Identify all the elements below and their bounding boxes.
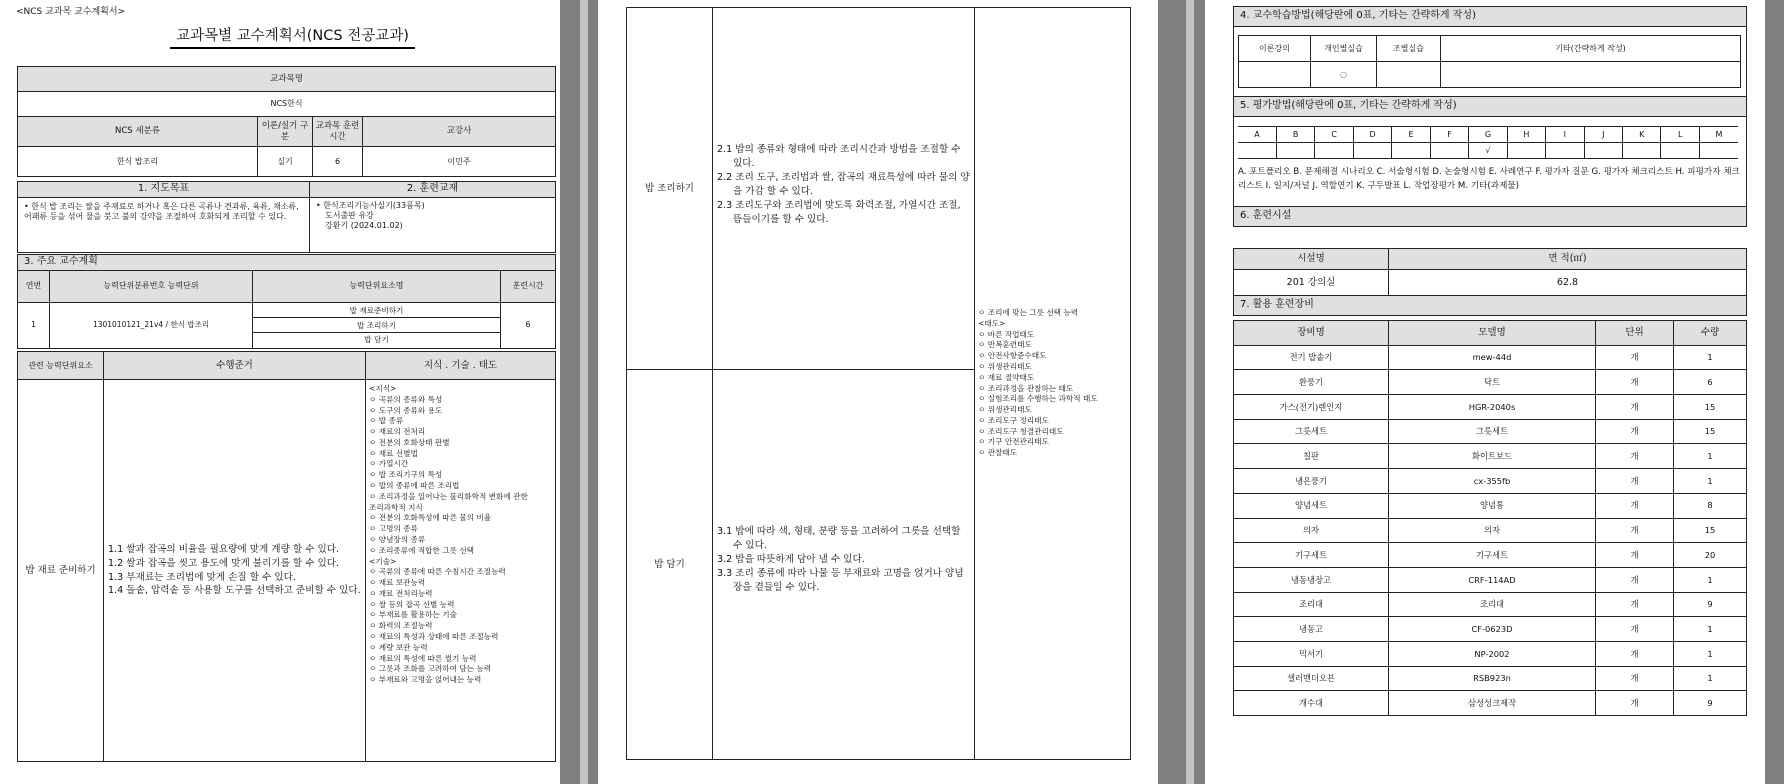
row-element: 밥 조리하기 (253, 318, 500, 333)
equipment-model: NP-2002 (1389, 641, 1596, 666)
equipment-unit: 개 (1596, 518, 1674, 543)
document-page-2 (598, 0, 1158, 784)
equipment-name: 샐러맨더오븐 (1234, 666, 1389, 691)
knowledge-item: ㅇ 가열시간 (369, 459, 409, 469)
attitude-item: ㅇ 반복훈련태도 (978, 340, 1032, 350)
eval-head: F (1430, 127, 1468, 143)
equipment-model: CF-0623D (1389, 617, 1596, 642)
equipment-name: 가스(전기)렌인지 (1234, 395, 1389, 420)
perf-item: 1.3 부재료는 조리법에 맞게 손질 할 수 있다. (108, 571, 296, 583)
equipment-row (1234, 641, 1747, 666)
equipment-row (1234, 617, 1747, 642)
attitude-item: ㅇ 조리도구 청결관리태도 (978, 426, 1064, 436)
equipment-unit: 개 (1596, 370, 1674, 395)
perf-header: 수행준거 (104, 352, 366, 380)
method-head: 이론강의 (1239, 36, 1311, 62)
hours-value: 6 (313, 147, 363, 177)
equipment-head: 모델명 (1389, 321, 1596, 346)
skill-item: ㅇ 곡류의 종류에 따른 수침시간 조절능력 (369, 567, 506, 577)
equipment-head: 수량 (1674, 321, 1747, 346)
equipment-model: cx-355fb (1389, 469, 1596, 494)
knowledge-item: ㅇ 도구의 종류와 용도 (369, 405, 443, 415)
knowledge-item: ㅇ 밥 종류 (369, 416, 404, 426)
equipment-unit: 개 (1596, 691, 1674, 716)
detail-table-1 (17, 351, 556, 762)
eval-title: 5. 평가방법(해당란에 0표, 기타는 간략하게 작성) (1234, 97, 1747, 117)
eval-value (1430, 143, 1468, 159)
equipment-row (1234, 691, 1747, 716)
equipment-row (1234, 493, 1747, 518)
skill-item: ㅇ 쌀 등의 잡곡 선별 능력 (369, 599, 455, 609)
perf-item: 3.1 밥에 따라 색, 형태, 분량 등을 고려하여 그릇을 선택할 수 있다. (717, 526, 961, 551)
type-value: 실기 (258, 147, 313, 177)
equipment-unit: 개 (1596, 444, 1674, 469)
equipment-name: 환풍기 (1234, 370, 1389, 395)
equipment-row (1234, 444, 1747, 469)
equipment-name: 칠판 (1234, 444, 1389, 469)
equipment-row (1234, 469, 1747, 494)
perf-list (108, 543, 361, 599)
equipment-model: 그릇세트 (1389, 419, 1596, 444)
perf-item: 2.1 밥의 종류와 형태에 따라 조리시간과 방법을 조절할 수 있다. (717, 144, 961, 169)
eval-legend: A. 포트폴리오 B. 문제해결 시나리오 C. 서술형시험 D. 논술형시험 E. 사례연구 F. 평가자 질문 G. 평가자 체크리스트 H. 피평가자 체크리스트 I. 일지/저널 J. 역할연기 K. 구두발표 L. 작업장평가 M. 기타(과제물) (1238, 167, 1740, 191)
goal-text: • 한식 밥 조리는 쌀을 주재료로 하거나 혹은 다른 곡류나 견과류, 육류, 채소류, 어패류 등을 섞어 물을 붓고 불의 강약을 조절하여 호화되게 조리할 수 있다. (18, 197, 310, 252)
equipment-qty: 8 (1674, 493, 1747, 518)
equipment-name: 개수대 (1234, 691, 1389, 716)
eval-value (1507, 143, 1545, 159)
row-unit: 1301010121_21v4 / 한식 밥조리 (50, 302, 253, 348)
equipment-unit: 개 (1596, 419, 1674, 444)
equipment-qty: 1 (1674, 345, 1747, 370)
plan-table (17, 254, 556, 349)
method-head: 기타(간략하게 작성) (1441, 36, 1741, 62)
equipment-model: 닥트 (1389, 370, 1596, 395)
attitude-item: ㅇ 위생관리태도 (978, 405, 1032, 415)
document-page-3 (1205, 0, 1765, 784)
equipment-unit: 개 (1596, 493, 1674, 518)
ncs-value: 한식 밥조리 (18, 147, 258, 177)
equipment-name: 조리대 (1234, 592, 1389, 617)
ksa-list (369, 384, 552, 686)
skill-item: ㅇ 부재료와 고명을 얹어내는 능력 (369, 675, 482, 685)
textbook-line: 도서출판 유강 (325, 210, 374, 220)
equipment-head: 장비명 (1234, 321, 1389, 346)
method-head: 개인별실습 (1311, 36, 1377, 62)
equipment-table (1233, 320, 1747, 716)
knowledge-item: ㅇ 조리종류에 적합한 그릇 선택 (369, 545, 475, 555)
skill-item: ㅇ 재료의 특성에 따른 썰기 능력 (369, 653, 477, 663)
equipment-row (1234, 518, 1747, 543)
equipment-qty: 1 (1674, 567, 1747, 592)
skill-item: ㅇ 재료의 특성과 상태에 따른 조절능력 (369, 631, 499, 641)
goal-textbook-table (17, 181, 556, 253)
ncs-header: NCS 세분류 (18, 117, 258, 147)
method-value (1377, 62, 1441, 88)
perf-item: 1.2 쌀과 잡곡을 씻고 용도에 맞게 불리기를 할 수 있다. (108, 557, 340, 569)
equipment-qty: 15 (1674, 419, 1747, 444)
eval-value (1699, 143, 1738, 159)
equipment-unit: 개 (1596, 395, 1674, 420)
doc-header: <NCS 교과목 교수계획서> (16, 7, 126, 17)
equipment-unit: 개 (1596, 592, 1674, 617)
teacher-header: 교강사 (363, 117, 556, 147)
perf-list (717, 525, 970, 595)
equipment-row (1234, 543, 1747, 568)
equipment-qty: 1 (1674, 469, 1747, 494)
unit-header: 능력단위분류번호 능력단위 (50, 270, 253, 302)
plan-title: 3. 주요 교수계획 (18, 255, 556, 271)
perf-list (717, 143, 970, 226)
element-header: 능력단위요소명 (253, 270, 501, 302)
eval-head: G (1469, 127, 1507, 143)
equipment-model: CRF-114AD (1389, 567, 1596, 592)
equipment-unit: 개 (1596, 469, 1674, 494)
equipment-name: 기구세트 (1234, 543, 1389, 568)
equipment-qty: 1 (1674, 617, 1747, 642)
equipment-unit: 개 (1596, 617, 1674, 642)
knowledge-item: ㅇ 전분의 호화상태 판별 (369, 437, 450, 447)
attitude-item: ㅇ 기구 안전관리태도 (978, 437, 1049, 447)
training-info-frame (1233, 6, 1747, 227)
equipment-model: 화이트보드 (1389, 444, 1596, 469)
eval-head: A (1238, 127, 1276, 143)
textbook-line: 강환기 (2024.01.02) (325, 221, 403, 231)
equipment-unit: 개 (1596, 641, 1674, 666)
eval-value (1546, 143, 1584, 159)
eval-value (1584, 143, 1622, 159)
equipment-name: 냉온풍기 (1234, 469, 1389, 494)
skill-item: ㅇ 계량 보관 능력 (369, 642, 428, 652)
attitude-list (978, 308, 1127, 459)
facility-title: 6. 훈련시설 (1234, 207, 1747, 227)
ksa-heading: <지식> (369, 384, 397, 393)
eval-value (1238, 143, 1276, 159)
equipment-model: mew-44d (1389, 345, 1596, 370)
equipment-qty: 15 (1674, 395, 1747, 420)
equipment-qty: 15 (1674, 518, 1747, 543)
equipment-row (1234, 345, 1747, 370)
attitude-item: ㅇ 위생관리태도 (978, 361, 1032, 371)
textbook-line: • 한식조리기능사실기(33품목) (316, 200, 425, 210)
equipment-model: 삼성성크제작 (1389, 691, 1596, 716)
eval-head: H (1507, 127, 1545, 143)
equipment-name: 냉동냉장고 (1234, 567, 1389, 592)
equipment-qty: 1 (1674, 444, 1747, 469)
attitude-item: ㅇ 조리에 맞는 그릇 선택 능력 (978, 308, 1079, 318)
method-table (1238, 35, 1741, 88)
page-gap-1 (580, 0, 588, 784)
perf-item: 1.1 쌀과 잡곡의 비율을 필요량에 맞게 계량 할 수 있다. (108, 543, 340, 555)
perf-item: 1.4 돌솥, 압력솥 등 사용할 도구를 선택하고 준비할 수 있다. (108, 585, 361, 597)
equipment-row (1234, 592, 1747, 617)
attitude-item: ㅇ 실험조리를 수행하는 과학적 태도 (978, 394, 1098, 404)
row-element: 밥 담기 (364, 335, 389, 344)
ksa-heading: <태도> (978, 318, 1006, 328)
knowledge-item: 조리과학적 지식 (369, 502, 423, 512)
eval-value (1353, 143, 1391, 159)
eval-head: J (1584, 127, 1622, 143)
equipment-model: 조리대 (1389, 592, 1596, 617)
equipment-name: 믹서기 (1234, 641, 1389, 666)
facility-head: 시설명 (1234, 249, 1389, 270)
facility-area: 62.8 (1389, 270, 1747, 296)
eval-table (1238, 126, 1738, 159)
equipment-row (1234, 370, 1747, 395)
ksa-header: 지식 . 기술 . 태도 (366, 352, 556, 380)
equipment-name: 냉동고 (1234, 617, 1389, 642)
eval-value (1623, 143, 1661, 159)
equipment-head: 단위 (1596, 321, 1674, 346)
perf-item: 3.2 밥을 따뜻하게 담아 낼 수 있다. (717, 553, 865, 565)
equipment-qty: 9 (1674, 592, 1747, 617)
doc-title: 교과목별 교수계획서(NCS 전공교과) (170, 24, 415, 49)
textbook-title: 2. 훈련교재 (310, 182, 556, 198)
equipment-qty: 1 (1674, 641, 1747, 666)
attitude-item: ㅇ 관찰태도 (978, 448, 1018, 458)
method-value (1441, 62, 1741, 88)
knowledge-item: ㅇ 곡류의 종류와 특성 (369, 394, 443, 404)
knowledge-item: ㅇ 전분의 호화특성에 따른 물의 비율 (369, 513, 492, 523)
eval-head: L (1661, 127, 1699, 143)
equipment-model: 기구세트 (1389, 543, 1596, 568)
element-name: 밥 담기 (627, 370, 713, 760)
equipment-name: 그릇세트 (1234, 419, 1389, 444)
type-header: 이론/실기 구분 (258, 117, 313, 147)
skill-item: ㅇ 그릇과 조화를 고려하여 담는 능력 (369, 664, 492, 674)
eval-value (1315, 143, 1353, 159)
knowledge-item: ㅇ 양념장의 종류 (369, 534, 426, 544)
equipment-unit: 개 (1596, 345, 1674, 370)
perf-item: 2.3 조리도구와 조리법에 맞도록 화력조절, 가열시간 조절, 뜸들이기를 할 수 있다. (717, 199, 961, 225)
eval-head: D (1353, 127, 1391, 143)
teacher-value: 이민주 (363, 147, 556, 177)
equipment-qty: 1 (1674, 666, 1747, 691)
perf-item: 3.3 조리 종류에 따라 나물 등 부재료와 고명을 얹거나 양념장을 곁들일 수 있다. (717, 567, 964, 593)
detail-table-2 (626, 7, 1131, 760)
method-title: 4. 교수학습방법(해당란에 0표, 기타는 간략하게 작성) (1234, 7, 1747, 27)
equipment-title: 7. 활용 훈련장비 (1234, 296, 1747, 316)
skill-item: ㅇ 화력의 조절능력 (369, 621, 433, 631)
eval-head: K (1623, 127, 1661, 143)
knowledge-item: ㅇ 고명의 종류 (369, 524, 418, 534)
document-page-1 (0, 0, 560, 784)
element-name: 밥 재료 준비하기 (18, 380, 104, 762)
attitude-item: ㅇ 안전사항준수태도 (978, 351, 1047, 361)
hours-header: 교과목 훈련시간 (313, 117, 363, 147)
skill-item: ㅇ 재료 보관능력 (369, 578, 426, 588)
method-value (1239, 62, 1311, 88)
equipment-row (1234, 666, 1747, 691)
equipment-qty: 20 (1674, 543, 1747, 568)
equipment-unit: 개 (1596, 666, 1674, 691)
eval-value: √ (1469, 143, 1507, 159)
equipment-model: HGR-2040s (1389, 395, 1596, 420)
equipment-name: 의자 (1234, 518, 1389, 543)
equipment-row (1234, 395, 1747, 420)
course-label: 교과목명 (18, 67, 556, 92)
facility-head: 면 적(㎡) (1389, 249, 1747, 270)
attitude-item: ㅇ 재료 절약태도 (978, 372, 1035, 382)
course-value: NCS한식 (18, 92, 556, 117)
equipment-unit: 개 (1596, 543, 1674, 568)
method-value: ○ (1311, 62, 1377, 88)
equipment-name: 전기 밥솥기 (1234, 345, 1389, 370)
equipment-row (1234, 419, 1747, 444)
eval-head: I (1546, 127, 1584, 143)
equipment-row (1234, 567, 1747, 592)
knowledge-item: ㅇ 밥의 종류에 따른 조리법 (369, 481, 460, 491)
goal-title: 1. 지도목표 (18, 182, 310, 198)
no-header: 연번 (18, 270, 50, 302)
method-head: 조별실습 (1377, 36, 1441, 62)
knowledge-item: ㅇ 재료 선별법 (369, 448, 418, 458)
equipment-qty: 9 (1674, 691, 1747, 716)
row-no: 1 (18, 302, 50, 348)
eval-head: C (1315, 127, 1353, 143)
row-hours: 6 (501, 302, 556, 348)
eval-head: M (1699, 127, 1738, 143)
course-info-table (17, 66, 556, 177)
knowledge-item: ㅇ 조리과정을 일어나는 물리화학적 변화에 관한 (369, 491, 528, 501)
eval-head: B (1276, 127, 1314, 143)
eval-head: E (1392, 127, 1430, 143)
equipment-model: RSB923n (1389, 666, 1596, 691)
element-name: 밥 조리하기 (627, 8, 713, 370)
eval-value (1276, 143, 1314, 159)
attitude-item: ㅇ 조리과정을 관찰하는 태도 (978, 383, 1074, 393)
equipment-model: 의자 (1389, 518, 1596, 543)
equipment-name: 양념세트 (1234, 493, 1389, 518)
page-gap-2 (1186, 0, 1194, 784)
ksa-heading: <기술> (369, 556, 397, 566)
equipment-unit: 개 (1596, 567, 1674, 592)
attitude-item: ㅇ 바른 작업태도 (978, 329, 1035, 339)
equipment-qty: 6 (1674, 370, 1747, 395)
thours-header: 훈련시간 (501, 270, 556, 302)
skill-item: ㅇ 재료 전처리능력 (369, 588, 433, 598)
knowledge-item: ㅇ 재료의 전처리 (369, 427, 426, 437)
facility-table (1233, 248, 1747, 316)
eval-value (1392, 143, 1430, 159)
knowledge-item: ㅇ 밥 조리기구의 특성 (369, 470, 443, 480)
perf-item: 2.2 조리 도구, 조리법과 쌀, 잡곡의 재료특성에 따라 물의 양을 가감 할 수 있다. (717, 171, 970, 197)
row-element: 밥 재료준비하기 (253, 303, 500, 318)
facility-name: 201 강의실 (1234, 270, 1389, 296)
equipment-model: 양념통 (1389, 493, 1596, 518)
related-header: 관련 능력단위요소 (18, 352, 104, 380)
attitude-item: ㅇ 조리도구 정리태도 (978, 415, 1049, 425)
eval-value (1661, 143, 1699, 159)
equipment-body (1234, 345, 1747, 715)
skill-item: ㅇ 부재료를 활용하는 기술 (369, 610, 457, 620)
